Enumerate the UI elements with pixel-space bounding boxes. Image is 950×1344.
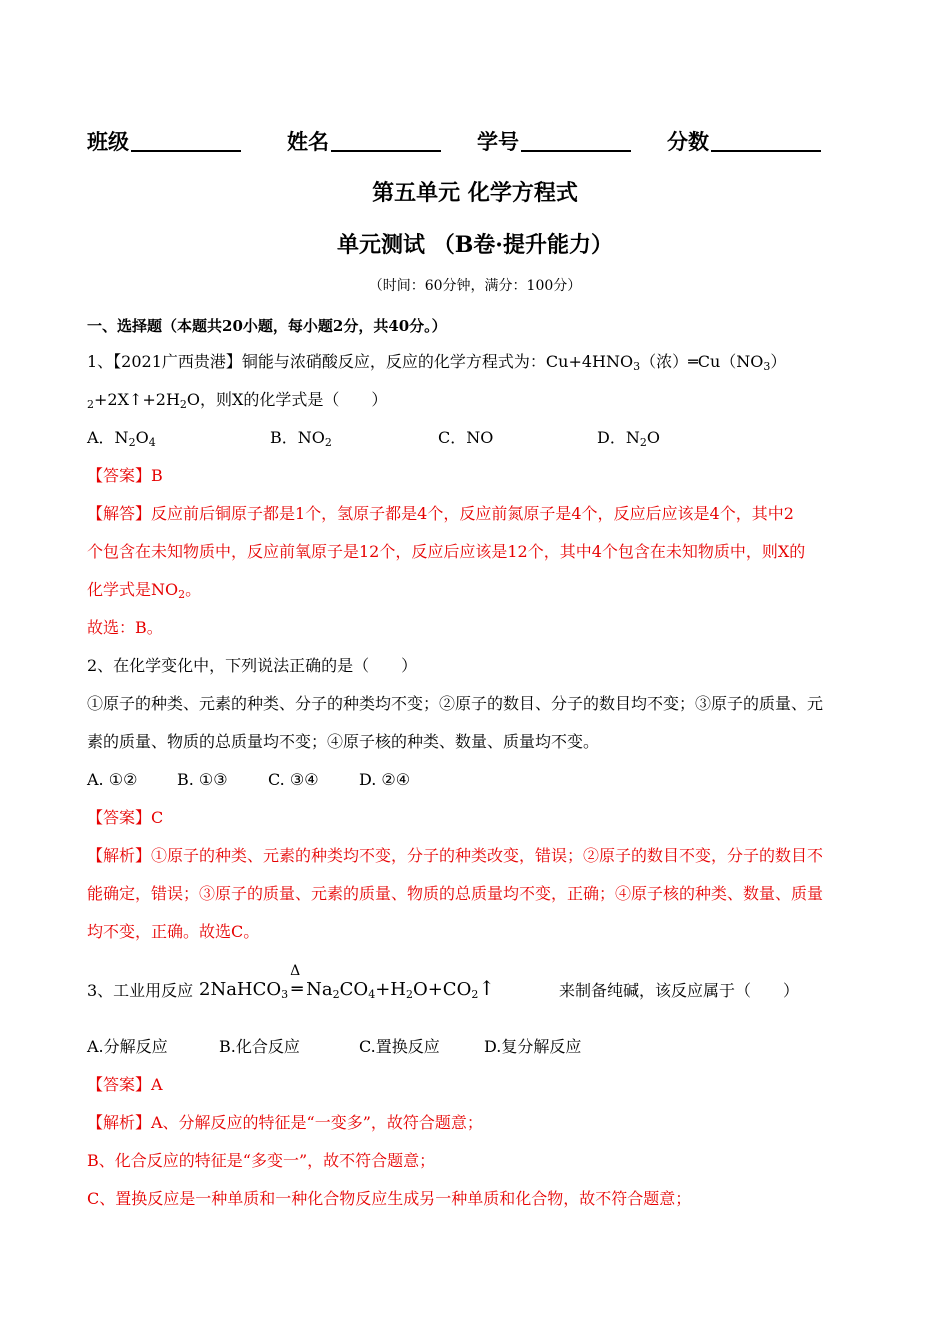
exam-info: （时间：60分钟，满分：100分）: [368, 278, 582, 294]
q2-option-a[interactable]: A. ①②: [87, 770, 138, 789]
q3-option-b[interactable]: B.化合反应: [219, 1037, 300, 1056]
q3-explanation-line3: C、置换反应是一种单质和一种化合物反应生成另一种单质和化合物，故不符合题意；: [87, 1189, 692, 1208]
q3-option-d[interactable]: D.复分解反应: [484, 1037, 582, 1056]
name-field: [287, 126, 441, 156]
chemical-equation: 2NaHCO$_3$ Δ ═ $Na_2CO_4+H_2O+CO_2↑$: [199, 963, 496, 1001]
q2-explanation-line3: 均不变，正确。故选C。: [87, 922, 260, 941]
q1-options: [87, 427, 847, 449]
heat-symbol: Δ: [290, 963, 301, 979]
q1-option-c[interactable]: C．NO: [438, 428, 494, 447]
q3-explanation-line2: B、化合反应的特征是“多变一”，故不符合题意；: [87, 1151, 436, 1170]
q3-option-a[interactable]: A.分解反应: [87, 1037, 168, 1056]
q1-explanation-line3: 化学式是$NO_2$。: [87, 580, 202, 601]
q1-stem-line2: $_2+2X↑+2H_2O$，则X的化学式是（ ）: [87, 390, 388, 411]
page-title: 第五单元 化学方程式: [372, 180, 578, 206]
score-blank[interactable]: [711, 126, 821, 152]
q1-explanation-line4: 故选：B。: [87, 618, 163, 637]
document-page: 班级 姓名 学号 分数 第五单元 化学方程式 单元测试 （B卷·提升能力） （时间：60分钟，满分：100分） 一、选择题（本题共20小题，每小题2分，共40分。） 1、【2021广西贵港】铜能与浓硝酸反应，反应的化学方程式为：$Cu+4HNO_3$（浓）$═Cu(NO_3)$ $_2+2X↑+2H_2O$，则X的化学式是（ ） A．$N_2O_4$ B．$NO_2$ C．NO D．$N_2O$ 【答案】B 【解答】反应前后铜原子都是1个，氢原子都是4个，反应前氮原子是4个，反应后应该是4个，其中2 个包含在未知物质中，反应前氧原子是12个，反应后应该是12个，其中4个包含在未知物质中，则X的 化学式是$NO_2$。 故选：B。 2、在化学变化中，下列说法正确的是（ ） ①原子的种类、元素的种类、分子的种类均不变；②原子的数目、分子的数目均不变；③原子的质量、元 素的质量、物质的总质量均不变；④原子核的种类、数量、质量均不变。 A. ①② B. ①③ C. ③④ D. ②④ 【答案】C 【解析】①原子的种类、元素的种类均不变，分子的种类改变，错误；②原子的数目不变，分子的数目不 能确定，错误；③原子的质量、元素的质量、物质的总质量均不变，正确；④原子核的种类、数量、质量 均不变，正确。故选C。 3、工业用反应 2NaHCO$_3$ Δ ═ $Na_2CO_4+H_2O+CO_2↑$ 来制备纯碱，该反应属于（ ） A.分解反应 B.化合反应 C.置换反应 D.复分解反应 【答案】A 【解析】A、分解反应的特征是“一变多”，故符合题意； B、化合反应的特征是“多变一”，故不符合题意； C、置换反应是一种单质和一种化合物反应生成另一种单质和化合物，故不符合题意；: [0, 0, 950, 1344]
student-id-label: 学号: [477, 129, 519, 154]
q1-answer: 【答案】B: [87, 466, 163, 485]
q3-option-c[interactable]: C.置换反应: [359, 1037, 440, 1056]
q2-option-d[interactable]: D. ②④: [359, 770, 411, 789]
q3-explanation-line1: 【解析】A、分解反应的特征是“一变多”，故符合题意；: [87, 1113, 483, 1132]
q1-explanation-line2: 个包含在未知物质中，反应前氧原子是12个，反应后应该是12个，其中4个包含在未知物质中，则X的: [87, 542, 806, 561]
name-label: 姓名: [287, 129, 329, 154]
q2-explanation-line2: 能确定，错误；③原子的质量、元素的质量、物质的总质量均不变，正确；④原子核的种类、数量、质量: [87, 884, 824, 903]
section-heading: 一、选择题（本题共20小题，每小题2分，共40分。）: [87, 317, 447, 335]
score-label: 分数: [667, 129, 709, 154]
q1-option-a[interactable]: A．$N_2O_4$: [87, 428, 156, 449]
student-id-blank[interactable]: [521, 126, 631, 152]
q2-explanation-line1: 【解析】①原子的种类、元素的种类均不变，分子的种类改变，错误；②原子的数目不变，分子的数目不: [87, 846, 824, 865]
score-field: [667, 126, 821, 156]
q1-explanation-line1: 【解答】反应前后铜原子都是1个，氢原子都是4个，反应前氮原子是4个，反应后应该是4个，其中2: [87, 504, 794, 523]
q1-option-d[interactable]: D．$N_2O$: [597, 428, 660, 449]
q2-option-b[interactable]: B. ①③: [177, 770, 228, 789]
q2-option-c[interactable]: C. ③④: [268, 770, 319, 789]
name-blank[interactable]: [331, 126, 441, 152]
q3-answer: 【答案】A: [87, 1075, 163, 1094]
q2-body-line2: 素的质量、物质的总质量均不变；④原子核的种类、数量、质量均不变。: [87, 732, 600, 751]
q2-body-line1: ①原子的种类、元素的种类、分子的种类均不变；②原子的数目、分子的数目均不变；③原子的质量、元: [87, 694, 824, 713]
q1-stem-line1: 1、【2021广西贵港】铜能与浓硝酸反应，反应的化学方程式为：$Cu+4HNO_3$（浓）$═Cu(NO_3)$: [87, 352, 787, 373]
q1-option-b[interactable]: B．$NO_2$: [270, 428, 332, 449]
q3-options: [87, 1036, 687, 1058]
q2-options: [87, 769, 587, 791]
q2-stem: 2、在化学变化中，下列说法正确的是（ ）: [87, 656, 418, 675]
student-id-field: [477, 126, 631, 156]
q2-answer: 【答案】C: [87, 808, 164, 827]
page-subtitle: 单元测试 （B卷·提升能力）: [337, 232, 613, 258]
class-field: [87, 126, 241, 156]
class-label: 班级: [87, 129, 129, 154]
class-blank[interactable]: [131, 126, 241, 152]
